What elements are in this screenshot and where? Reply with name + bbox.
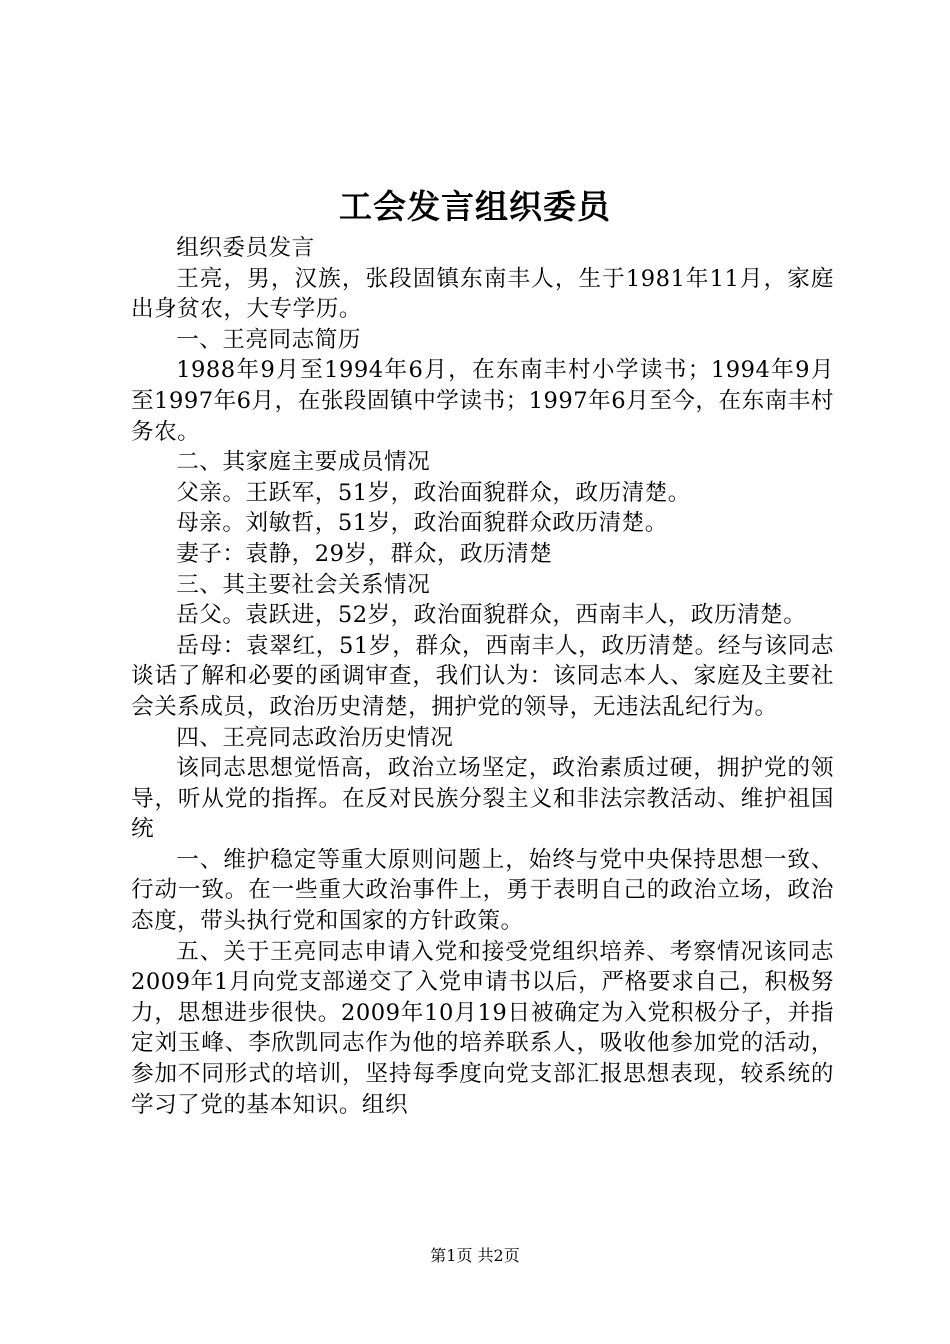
paragraph: 二、其家庭主要成员情况 — [176, 449, 431, 476]
paragraph: 妻子：袁静，29岁，群众，政历清楚 — [176, 540, 553, 567]
paragraph: 该同志思想觉悟高，政治立场坚定，政治素质过硬，拥护党的领导，听从党的指挥。在反对民族分裂主义和非法宗教活动、维护祖国统 — [131, 755, 834, 843]
paragraph: 母亲。刘敏哲，51岁，政治面貌群众政历清楚。 — [176, 510, 668, 537]
document-title: 工会发言组织委员 — [339, 187, 611, 226]
paragraph: 组织委员发言 — [176, 235, 315, 261]
paragraph: 王亮，男，汉族，张段固镇东南丰人，生于1981年11月，家庭出身贫农，大专学历。 — [131, 265, 834, 323]
paragraph: 岳母：袁翠红，51岁，群众，西南丰人，政历清楚。经与该同志谈话了解和必要的函调审查，我们认为：该同志本人、家庭及主要社会关系成员，政治历史清楚，拥护党的领导，无违法乱纪行为。 — [131, 632, 834, 720]
paragraph: 一、王亮同志简历 — [176, 326, 361, 353]
document-body — [131, 233, 834, 1120]
paragraph: 1988年9月至1994年6月，在东南丰村小学读书；1994年9月至1997年6月，在张段固镇中学读书；1997年6月至今，在东南丰村务农。 — [131, 357, 834, 445]
paragraph: 三、其主要社会关系情况 — [176, 571, 431, 598]
page-number-footer: 第1页 共2页 — [430, 1246, 520, 1265]
paragraph: 父亲。王跃军，51岁，政治面貌群众，政历清楚。 — [176, 479, 691, 506]
paragraph: 四、王亮同志政治历史情况 — [176, 724, 454, 751]
paragraph: 一、维护稳定等重大原则问题上，始终与党中央保持思想一致、行动一致。在一些重大政治事件上，勇于表明自己的政治立场，政治态度，带头执行党和国家的方针政策。 — [131, 846, 834, 935]
paragraph: 岳父。袁跃进，52岁，政治面貌群众，西南丰人，政历清楚。 — [176, 602, 807, 629]
paragraph: 五、关于王亮同志申请入党和接受党组织培养、考察情况该同志2009年1月向党支部递交了入党申请书以后，严格要求自己，积极努力，思想进步很快。2009年10月19日被确定为入党积极分子，并指定刘玉峰、李欣凯同志作为他的培养联系人，吸收他参加党的活动，参加不同形式的培训，坚持每季度向党支部汇报思想表现，较系统的学习了党的基本知识。组织 — [131, 938, 834, 1118]
